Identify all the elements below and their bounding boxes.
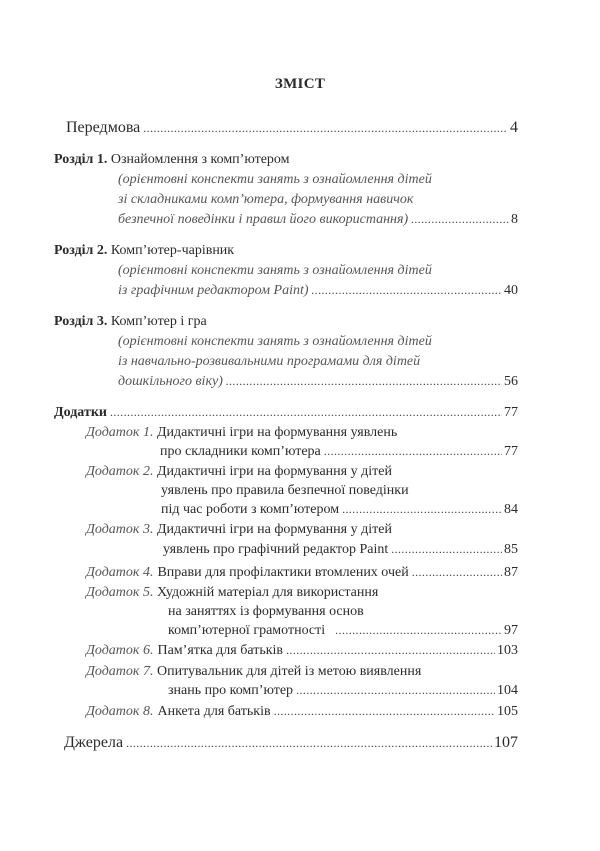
toc-section-2-last-line[interactable] [118, 281, 518, 300]
appendix-line: Анкета для батьків [157, 704, 271, 719]
toc-page-number: 8 [511, 212, 518, 227]
leader-dots [324, 442, 502, 461]
toc-appendix-3-first-line[interactable] [86, 520, 518, 539]
leader-dots [391, 540, 502, 559]
section-prefix: Розділ 2. [54, 243, 108, 258]
section-desc-line: (орієнтовні конспекти занять з ознайомлення дітей [118, 334, 432, 349]
appendix-prefix: Додаток 2. [86, 464, 154, 479]
section-prefix: Розділ 1. [54, 152, 108, 167]
toc-appendix-7-last-line[interactable] [168, 681, 518, 700]
toc-appendix-5-first-line[interactable] [86, 583, 518, 602]
toc-appendix-1-last-line[interactable] [160, 442, 518, 461]
leader-dots [342, 500, 502, 519]
toc-page-number: 84 [504, 502, 518, 517]
leader-dots [126, 734, 492, 753]
toc-section-1-heading[interactable] [54, 150, 518, 169]
toc-entry-sources[interactable] [64, 733, 518, 753]
leader-dots [411, 210, 509, 229]
leader-dots [296, 681, 495, 700]
toc-appendix-3-last-line[interactable] [163, 540, 518, 559]
toc-appendix-2-first-line[interactable] [86, 462, 518, 481]
appendix-line: уявлень про правила безпечної поведінки [161, 483, 409, 498]
appendix-line: про складники комп’ютера [160, 444, 321, 459]
appendix-line: Дидактичні ігри на формування уявлень [156, 425, 398, 440]
toc-entry-preface[interactable] [66, 118, 518, 138]
toc-page-number: 56 [504, 374, 518, 389]
toc-label: Додатки [54, 405, 107, 420]
appendix-prefix: Додаток 6. [86, 643, 154, 658]
appendix-prefix: Додаток 5. [86, 585, 154, 600]
toc-appendix-1-first-line[interactable] [86, 423, 518, 442]
leader-dots [226, 372, 502, 391]
appendix-line: комп’ютерної грамотності [168, 623, 326, 638]
section-desc-line: (орієнтовні конспекти занять з ознайомлення дітей [118, 263, 432, 278]
section-title: Комп’ютер-чарівник [110, 243, 235, 258]
appendix-line: уявлень про графічний редактор Paint [163, 542, 389, 557]
appendix-line: Пам’ятка для батьків [157, 643, 284, 658]
leader-dots [312, 281, 502, 300]
appendix-line: Художній матеріал для використання [156, 585, 379, 600]
appendix-prefix: Додаток 3. [86, 522, 154, 537]
section-desc-line: безпечної поведінки і правил його використання) [118, 212, 409, 227]
appendix-line: знань про комп’ютер [168, 683, 294, 698]
toc-section-3-last-line[interactable] [118, 372, 518, 391]
section-desc-line: дошкільного віку) [118, 374, 223, 389]
toc-section-2-heading[interactable] [54, 241, 518, 260]
section-desc-line: зі складниками комп’ютера, формування навичок [118, 192, 414, 207]
section-prefix: Розділ 3. [54, 314, 108, 329]
toc-page-number: 97 [504, 623, 518, 638]
page-title: ЗМІСТ [274, 76, 326, 92]
toc-page-number: 77 [504, 405, 518, 420]
appendix-line: Опитувальник для дітей із метою виявлення [156, 664, 422, 679]
appendix-line: Вправи для профілактики втомлених очей [157, 565, 409, 580]
toc-page-number: 107 [494, 734, 518, 751]
toc-appendix-5-last-line[interactable] [168, 621, 518, 640]
toc-page-number: 103 [497, 643, 518, 658]
appendix-line: на заняттях із формування основ [168, 604, 364, 619]
toc-appendix-6[interactable] [86, 641, 518, 660]
appendix-line: під час роботи з комп’ютером [161, 502, 340, 517]
toc-page-number: 105 [497, 704, 518, 719]
leader-dots [286, 641, 495, 660]
toc-section-1-last-line[interactable] [118, 210, 518, 229]
toc-section-3-heading[interactable] [54, 312, 518, 331]
section-title: Ознайомлення з комп’ютером [110, 152, 290, 167]
appendix-line: Дидактичні ігри на формування у дітей [156, 464, 392, 479]
toc-appendix-7-first-line[interactable] [86, 662, 518, 681]
toc-appendix-8[interactable] [86, 702, 518, 721]
section-title: Комп’ютер і гра [110, 314, 207, 329]
appendix-prefix: Додаток 1. [86, 425, 154, 440]
appendix-prefix: Додаток 8. [86, 704, 154, 719]
appendix-line: Дидактичні ігри на формування у дітей [156, 522, 392, 537]
leader-dots [110, 403, 502, 422]
toc-page-number: 4 [510, 119, 518, 136]
leader-dots [335, 621, 502, 640]
section-desc-line: із графічним редактором Paint) [118, 283, 309, 298]
toc-label: Передмова [66, 119, 141, 136]
leader-dots [143, 119, 508, 138]
toc-label: Джерела [64, 734, 124, 751]
appendix-prefix: Додаток 4. [86, 565, 154, 580]
toc-page-number: 85 [504, 542, 518, 557]
toc-page-number: 87 [504, 565, 518, 580]
toc-page-number: 40 [504, 283, 518, 298]
section-desc-line: із навчально-розвивальними програмами для дітей [118, 354, 421, 369]
toc-page-number: 77 [504, 444, 518, 459]
toc-page-number: 104 [497, 683, 518, 698]
toc-appendix-2-last-line[interactable] [161, 500, 518, 519]
leader-dots [274, 702, 495, 721]
toc-appendix-4[interactable] [86, 563, 518, 582]
appendix-prefix: Додаток 7. [86, 664, 154, 679]
section-desc-line: (орієнтовні конспекти занять з ознайомлення дітей [118, 172, 432, 187]
leader-dots [412, 563, 502, 582]
toc-entry-appendices[interactable] [54, 403, 518, 422]
